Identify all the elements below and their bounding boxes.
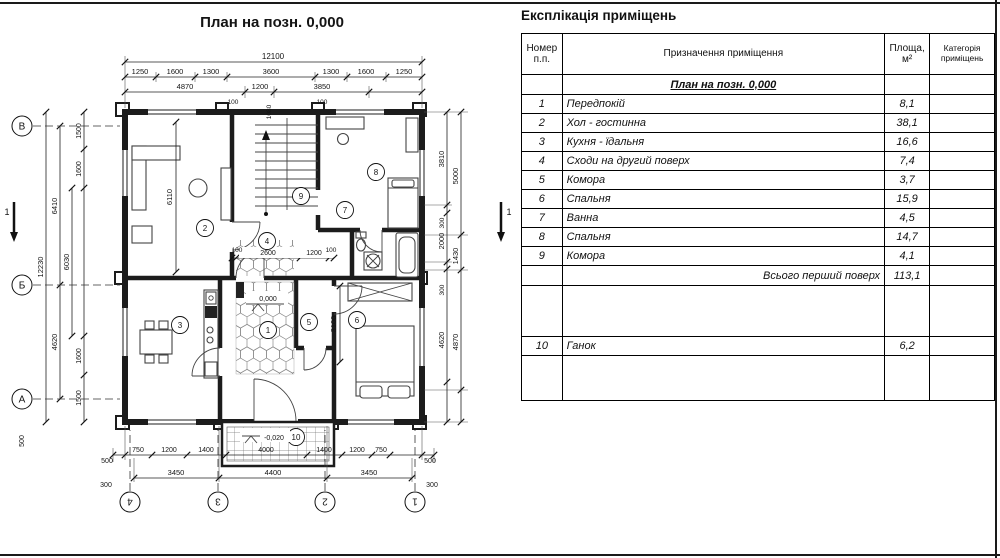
col-header-category-line2: приміщень (940, 53, 984, 63)
pillow (388, 386, 410, 398)
dim-label: 300 (439, 217, 446, 229)
chair (159, 355, 168, 363)
dim-label: 6030 (62, 253, 71, 271)
room-name: Спальня (562, 228, 884, 247)
row-number: 7 (522, 209, 562, 228)
explication-table (521, 33, 995, 401)
dim-label: 3450 (167, 468, 185, 477)
dim-label: 1200 (161, 447, 177, 454)
room-category (930, 247, 994, 266)
dim-label: 100 (231, 247, 243, 254)
room-number: 3 (177, 321, 183, 330)
sink (206, 292, 216, 304)
table-row (522, 209, 994, 228)
row-number: 6 (522, 190, 562, 209)
col-header-category-line1: Категорія (943, 43, 981, 54)
room-number: 2 (202, 224, 208, 233)
dim-label: 1300 (202, 67, 220, 76)
room-area: 15,9 (885, 190, 930, 209)
row-number: 4 (522, 152, 562, 171)
dim-label: 100 (325, 247, 337, 254)
room-area: 4,1 (885, 247, 930, 266)
dim-label: 500 (424, 458, 436, 465)
dim-label: 1300 (322, 67, 340, 76)
dim-label: 1200 (251, 82, 269, 91)
room-area: 38,1 (885, 114, 930, 133)
chair (145, 355, 154, 363)
room-category (930, 190, 994, 209)
room-category (930, 171, 994, 190)
dim-label: 12230 (36, 256, 45, 278)
dim-label: 3450 (360, 468, 378, 477)
dim-label: 1500 (76, 390, 83, 406)
dim-label: 4870 (451, 333, 460, 351)
table-subheader: План на позн. 0,000 (670, 78, 777, 91)
dim-label: 3100 (329, 315, 338, 333)
room-area: 14,7 (885, 228, 930, 247)
table-row (522, 171, 994, 190)
table-subheader-row (522, 75, 994, 95)
table-row (522, 152, 994, 171)
row-number: 8 (522, 228, 562, 247)
room-area: 8,1 (885, 95, 930, 114)
table-row (522, 337, 994, 356)
axis-label-1: 1 (412, 495, 418, 507)
dim-label: 1600 (76, 348, 83, 364)
dim-label: 3810 (437, 150, 446, 168)
dim-label: 750 (132, 447, 144, 454)
dim-label: 6410 (50, 197, 59, 215)
room-category (930, 337, 994, 356)
elevation-porch: -0,020 (264, 435, 284, 442)
room-name: Спальня (562, 190, 884, 209)
room-number: 8 (373, 168, 379, 177)
dim-label: 2000 (437, 232, 446, 250)
stove (205, 306, 217, 318)
row-number: 1 (522, 95, 562, 114)
axis-label-v: В (18, 121, 26, 133)
room-number: 4 (264, 237, 270, 246)
col-header-number (522, 34, 562, 75)
section-label: 1 (4, 207, 10, 217)
axis-label-3: 3 (215, 495, 221, 507)
row-number: 2 (522, 114, 562, 133)
dim-label: 100 (316, 99, 328, 106)
room-name: Хол - гостинна (562, 114, 884, 133)
dim-label: 1500 (76, 123, 83, 139)
row-number: 3 (522, 133, 562, 152)
room-area: 6,2 (885, 337, 930, 356)
dim-label: 100 (227, 99, 239, 106)
dim-label: 1600 (357, 67, 375, 76)
room-category (930, 114, 994, 133)
room-area: 4,5 (885, 209, 930, 228)
sheet-border-right (995, 0, 997, 558)
chair (159, 321, 168, 329)
col-header-area (885, 34, 930, 75)
dim-label: 12100 (261, 52, 285, 61)
room-area: 7,4 (885, 152, 930, 171)
room-area: 16,6 (885, 133, 930, 152)
room-name: Кухня - їдальня (562, 133, 884, 152)
room-name: Сходи на другий поверх (562, 152, 884, 171)
room-number: 9 (298, 192, 304, 201)
elevation-zero: 0,000 (259, 296, 277, 303)
room-number: 7 (342, 206, 348, 215)
table-blank-row (522, 286, 994, 337)
dim-label: 3600 (262, 67, 280, 76)
dim-label: 1400 (198, 447, 214, 454)
dim-label: 1600 (166, 67, 184, 76)
dim-label: 300 (100, 482, 112, 489)
dim-label: 1250 (131, 67, 149, 76)
fridge (205, 362, 217, 376)
room-name: Ванна (562, 209, 884, 228)
table-row (522, 133, 994, 152)
room-category (930, 95, 994, 114)
room-number: 6 (354, 316, 360, 325)
dim-label: 2600 (260, 250, 276, 257)
dim-label: 1250 (395, 67, 413, 76)
col-header-purpose: Призначення приміщення (562, 34, 884, 75)
room-number: 1 (265, 326, 271, 335)
col-header-number-line2: п.п. (533, 54, 551, 65)
plan-title: План на позн. 0,000 (200, 14, 344, 31)
sheet-border-top (0, 2, 1000, 4)
dim-label: 5000 (451, 167, 460, 185)
dim-label: 500 (19, 435, 26, 447)
table-header-row (522, 34, 994, 75)
dim-label: 500 (101, 458, 113, 465)
axis-label-a: А (18, 394, 26, 406)
dim-label: 4620 (50, 333, 59, 351)
table-row (522, 190, 994, 209)
axis-label-4: 4 (127, 495, 133, 507)
table-blank-row (522, 356, 994, 401)
row-number: 5 (522, 171, 562, 190)
chair (338, 134, 349, 145)
dim-label: 4870 (176, 82, 194, 91)
tile-floors (236, 240, 294, 374)
wardrobe-small (406, 118, 418, 152)
col-header-number-line1: Номер (526, 42, 558, 54)
row-number: 10 (522, 337, 562, 356)
col-header-category (930, 34, 994, 75)
room-name: Комора (562, 171, 884, 190)
table-row (522, 114, 994, 133)
dim-label: 1430 (451, 247, 460, 265)
dining-table (140, 330, 172, 354)
room-name: Комора (562, 247, 884, 266)
round-table (189, 179, 207, 197)
pillow (360, 386, 382, 398)
col-header-area-line2: м² (902, 54, 913, 65)
dim-label: 300 (439, 284, 446, 296)
room-number: 5 (306, 318, 312, 327)
room-category (930, 228, 994, 247)
dim-label: 1080 (266, 104, 273, 120)
room-category (930, 209, 994, 228)
col-header-area-line1: Площа, (889, 42, 925, 54)
table-title: Експлікація приміщень (521, 8, 677, 23)
total-area: 113,1 (885, 266, 930, 286)
dim-label: 1200 (306, 250, 322, 257)
row-number: 9 (522, 247, 562, 266)
dim-label: 1200 (349, 447, 365, 454)
room-name: Ганок (562, 337, 884, 356)
dim-label: 1600 (76, 161, 83, 177)
table-row (522, 228, 994, 247)
dim-label: 1400 (316, 447, 332, 454)
room-category (930, 133, 994, 152)
armchair (132, 226, 152, 243)
cabinet (221, 168, 231, 220)
dim-label: 4620 (437, 331, 446, 349)
table-row (522, 95, 994, 114)
dim-label: 3850 (313, 82, 331, 91)
section-label: 1 (506, 207, 512, 217)
dim-label: 750 (375, 447, 387, 454)
table-total-row (522, 266, 994, 286)
dim-label: 4400 (264, 468, 282, 477)
total-label: Всього перший поверх (562, 266, 884, 286)
dim-label: 300 (426, 482, 438, 489)
room-number: 10 (291, 433, 301, 442)
dim-label: 6110 (165, 188, 174, 206)
axis-label-2: 2 (322, 495, 328, 507)
sheet-border-bottom (0, 554, 1000, 556)
pillow (392, 180, 414, 187)
desk (326, 117, 364, 129)
room-area: 3,7 (885, 171, 930, 190)
chair (145, 321, 154, 329)
room-name: Передпокій (562, 95, 884, 114)
room-category (930, 152, 994, 171)
dim-label: 4000 (258, 447, 274, 454)
axis-label-b: Б (18, 280, 26, 292)
table-row (522, 247, 994, 266)
